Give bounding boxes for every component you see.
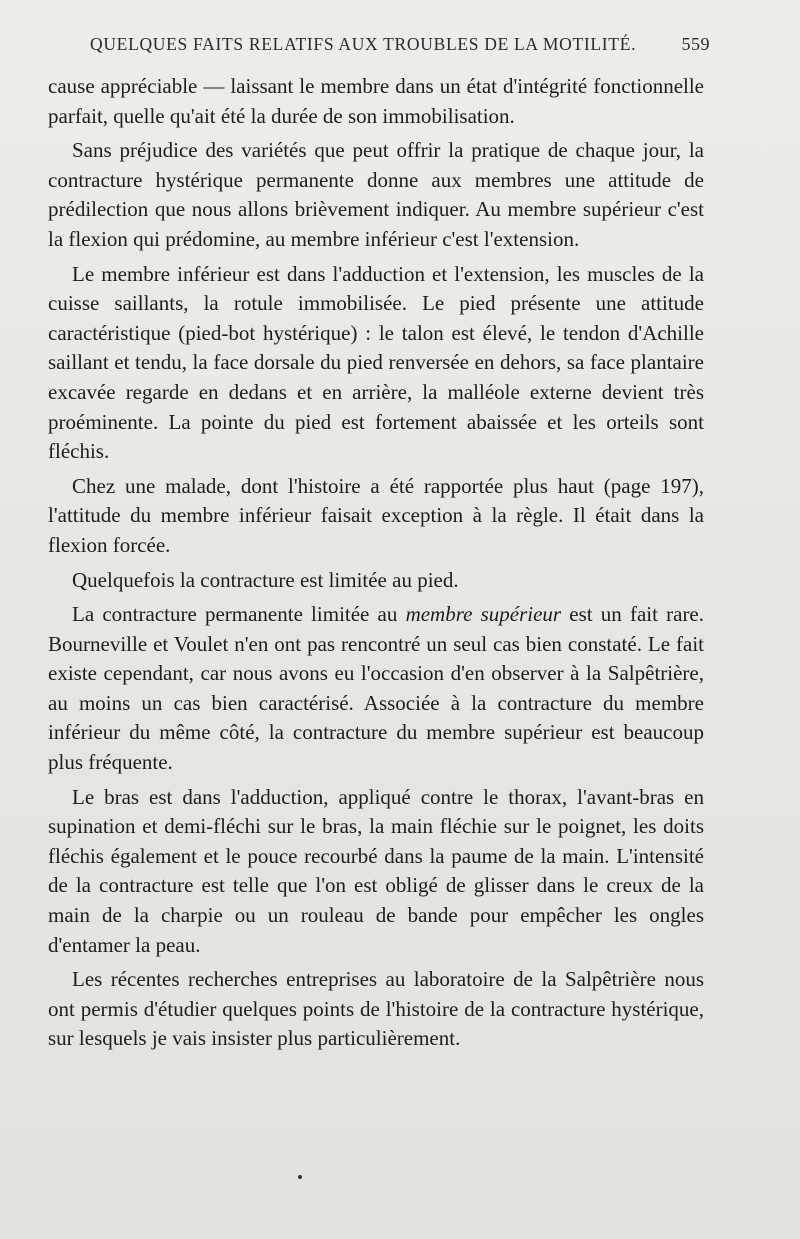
paragraph-2: Sans préjudice des variétés que peut offrir la pratique de chaque jour, la contracture hystérique permanente donne aux membres une attitude de prédilection que nous allons brièvement indiquer. Au membre supérieur c'est la flexion qui prédomine, au membre inférieur c'est l'extension. bbox=[48, 138, 704, 251]
paragraph-6-emphasis: membre supérieur bbox=[405, 602, 562, 627]
page-header bbox=[50, 34, 710, 64]
paragraph-6-rest: est un fait rare. Bourneville et Voulet n'en ont pas rencontré un seul cas bien constaté. Le fait existe cependant, car nous avons eu l'occasion d'en observer à la Salpêtrière, au moins un cas bien caractérisé. Associée à la contracture du membre inférieur du même côté, la contracture du membre supérieur est beaucoup plus fréquente. bbox=[48, 602, 705, 775]
paragraph-7: Le bras est dans l'adduction, appliqué contre le thorax, l'avant-bras en supination et demi-fléchi sur le bras, la main fléchie sur le poignet, les doits fléchis également et le pouce recourbé dans la paume de la main. L'intensité de la contracture est telle que l'on est obligé de glisser dans le creux de la main de la charpie ou un rouleau de bande pour empêcher les ongles d'entamer la peau. bbox=[48, 784, 704, 957]
body-text bbox=[48, 72, 704, 1054]
paragraph-6-lead: La contracture permanente limitée au bbox=[72, 602, 406, 627]
ink-speck bbox=[298, 1175, 302, 1179]
paragraph-6 bbox=[48, 600, 704, 778]
paragraph-1: cause appréciable — laissant le membre dans un état d'intégrité fonctionnelle parfait, quelle qu'ait été la durée de son immobilisation. bbox=[48, 74, 704, 128]
paragraph-5: Quelquefois la contracture est limitée au pied. bbox=[72, 567, 459, 592]
running-head: QUELQUES FAITS RELATIFS AUX TROUBLES DE LA MOTILITÉ. bbox=[90, 34, 637, 54]
paragraph-4: Chez une malade, dont l'histoire a été rapportée plus haut (page 197), l'attitude du membre inférieur faisait exception à la règle. Il était dans la flexion forcée. bbox=[48, 473, 704, 557]
paragraph-3: Le membre inférieur est dans l'adduction et l'extension, les muscles de la cuisse saillants, la rotule immobilisée. Le pied présente une attitude caractéristique (pied-bot hystérique) : le talon est élevé, le tendon d'Achille saillant et tendu, la face dorsale du pied renversée en dehors, sa face plantaire excavée regarde en dedans et en arrière, la malléole externe devient très proéminente. La pointe du pied est fortement abaissée et les orteils sont fléchis. bbox=[48, 261, 704, 464]
paragraph-8: Les récentes recherches entreprises au laboratoire de la Salpêtrière nous ont permis d'étudier quelques points de l'histoire de la contracture hystérique, sur lesquels je vais insister plus particulièrement. bbox=[48, 967, 704, 1051]
page-number: 559 bbox=[681, 34, 710, 54]
